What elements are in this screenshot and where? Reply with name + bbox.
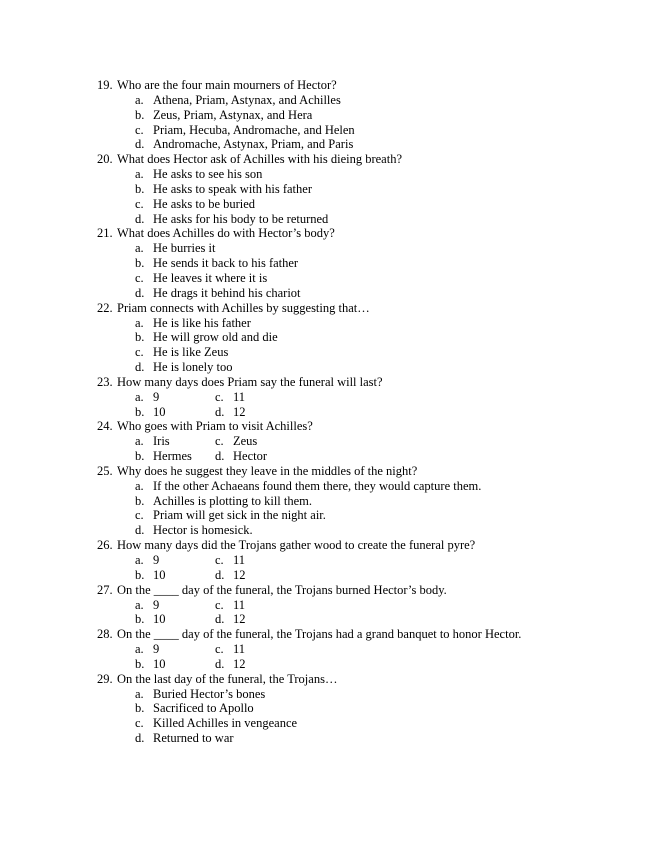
option-row <box>135 286 623 301</box>
question-line <box>97 627 623 642</box>
question-line <box>97 78 623 93</box>
question-line <box>97 226 623 241</box>
option-row <box>135 642 215 657</box>
option-letter: a. <box>135 553 144 567</box>
question-number: 19. <box>97 78 113 92</box>
option-row <box>215 568 246 583</box>
option-row <box>135 360 623 375</box>
option-letter: a. <box>135 686 144 701</box>
option-letter: d. <box>135 523 145 538</box>
option-row <box>135 316 623 331</box>
option-text: 12 <box>233 404 246 419</box>
option-letter: b. <box>135 701 145 716</box>
option-row <box>135 553 215 568</box>
question-number: 20. <box>97 152 113 167</box>
option-row <box>135 271 623 286</box>
question-line <box>97 152 623 167</box>
option-text: Buried Hector’s bones <box>153 686 266 701</box>
option-row <box>135 731 623 746</box>
question-line <box>97 301 623 316</box>
option-row <box>135 241 623 256</box>
option-text: Priam, Hecuba, Andromache, and Helen <box>153 122 355 137</box>
option-text: He is like Zeus <box>153 345 229 360</box>
option-text: Zeus, Priam, Astynax, and Hera <box>153 107 313 122</box>
option-letter: d. <box>215 449 225 464</box>
option-letter: a. <box>135 315 144 330</box>
option-row <box>135 167 623 182</box>
option-row <box>135 434 215 449</box>
option-list <box>135 598 623 628</box>
option-text: Athena, Priam, Astynax, and Achilles <box>153 92 341 107</box>
question-number: 29. <box>97 671 113 686</box>
question-number: 24. <box>97 419 113 434</box>
option-row <box>215 598 246 613</box>
question-line <box>97 672 623 687</box>
option-text: Killed Achilles in vengeance <box>153 716 298 731</box>
question-item <box>97 301 623 375</box>
question-text: How many days does Priam say the funeral will last? <box>117 374 383 389</box>
option-letter: d. <box>215 404 225 419</box>
question-number: 28. <box>97 627 113 642</box>
option-letter: d. <box>135 360 145 375</box>
question-line <box>97 464 623 479</box>
option-letter: b. <box>135 612 145 627</box>
option-row <box>135 701 623 716</box>
option-row <box>135 345 623 360</box>
option-row <box>215 449 267 464</box>
option-text: He burries it <box>153 241 216 256</box>
option-row <box>135 137 623 152</box>
option-letter: d. <box>215 612 225 627</box>
option-list <box>97 93 623 152</box>
option-letter: a. <box>135 434 144 449</box>
option-text: He drags it behind his chariot <box>153 285 301 300</box>
question-item <box>97 538 623 583</box>
option-letter: a. <box>135 241 144 256</box>
option-list <box>97 241 623 300</box>
option-letter: d. <box>135 211 145 226</box>
option-letter: a. <box>135 597 144 612</box>
option-list <box>135 553 623 583</box>
option-letter: d. <box>135 137 145 152</box>
option-text: He asks to be buried <box>153 196 256 211</box>
option-letter: b. <box>135 256 145 271</box>
option-text: Andromache, Astynax, Priam, and Paris <box>153 137 354 152</box>
option-row <box>135 568 215 583</box>
option-text: 10 <box>153 612 166 627</box>
option-text: 9 <box>153 642 160 657</box>
option-letter: b. <box>135 449 145 464</box>
option-row <box>135 523 623 538</box>
option-letter: b. <box>135 656 145 671</box>
option-text: He sends it back to his father <box>153 256 299 271</box>
option-letter: d. <box>215 567 225 582</box>
question-text: Who goes with Priam to visit Achilles? <box>117 419 313 434</box>
question-text: How many days did the Trojans gather wood to create the funeral pyre? <box>117 538 476 553</box>
option-text: Priam will get sick in the night air. <box>153 508 326 523</box>
option-row <box>135 405 215 420</box>
option-row <box>135 256 623 271</box>
option-row <box>135 598 215 613</box>
option-list <box>135 642 623 672</box>
question-line <box>97 583 623 598</box>
option-text: Hermes <box>153 449 192 464</box>
question-text: What does Hector ask of Achilles with his dieing breath? <box>117 152 402 167</box>
option-text: He asks for his body to be returned <box>153 211 329 226</box>
option-row <box>135 108 623 123</box>
question-item <box>97 419 623 464</box>
option-text: Sacrificed to Apollo <box>153 701 254 716</box>
option-text: 10 <box>153 656 166 671</box>
option-letter: b. <box>135 567 145 582</box>
option-text: He is like his father <box>153 315 251 330</box>
option-row <box>135 449 215 464</box>
option-letter: b. <box>135 330 145 345</box>
option-text: He is lonely too <box>153 360 233 375</box>
option-text: Hector is homesick. <box>153 523 253 538</box>
option-letter: b. <box>135 107 145 122</box>
question-item <box>97 464 623 538</box>
option-text: Iris <box>153 434 170 449</box>
option-row <box>215 657 246 672</box>
option-text: 11 <box>233 597 246 612</box>
option-letter: c. <box>215 597 224 612</box>
option-text: He leaves it where it is <box>153 270 268 285</box>
option-text: 11 <box>233 553 246 567</box>
option-text: 12 <box>233 612 246 627</box>
question-text: On the ____ day of the funeral, the Trojans had a grand banquet to honor Hector. <box>117 627 522 642</box>
question-item <box>97 583 623 628</box>
question-item <box>97 152 623 226</box>
option-row <box>135 390 215 405</box>
option-list <box>135 434 623 464</box>
question-text: What does Achilles do with Hector’s body? <box>117 226 335 241</box>
option-list <box>135 390 623 420</box>
question-line <box>97 375 623 390</box>
question-item <box>97 627 623 672</box>
question-number: 25. <box>97 463 113 478</box>
question-number: 23. <box>97 374 113 389</box>
option-text: 9 <box>153 553 160 567</box>
question-number: 21. <box>97 226 113 241</box>
option-letter: c. <box>215 642 224 657</box>
option-row <box>215 553 246 568</box>
option-text: 12 <box>233 567 246 582</box>
option-row <box>135 212 623 227</box>
option-letter: a. <box>135 478 144 493</box>
option-letter: d. <box>135 285 145 300</box>
option-text: He will grow old and die <box>153 330 278 345</box>
option-letter: a. <box>135 92 144 107</box>
question-item <box>97 78 623 152</box>
option-row <box>215 390 246 405</box>
option-row <box>215 612 246 627</box>
option-letter: c. <box>215 434 224 449</box>
option-letter: c. <box>215 389 224 404</box>
option-letter: c. <box>135 122 144 137</box>
option-letter: c. <box>215 553 224 567</box>
option-row <box>135 330 623 345</box>
option-text: Achilles is plotting to kill them. <box>153 493 313 508</box>
option-row <box>135 657 215 672</box>
option-text: 10 <box>153 404 166 419</box>
option-row <box>135 508 623 523</box>
question-line <box>97 538 623 553</box>
question-text: Why does he suggest they leave in the middles of the night? <box>117 463 418 478</box>
option-text: 11 <box>233 642 246 657</box>
option-letter: a. <box>135 389 144 404</box>
question-text: Who are the four main mourners of Hector? <box>117 78 337 92</box>
option-letter: b. <box>135 181 145 196</box>
question-item <box>97 226 623 300</box>
option-row <box>215 642 246 657</box>
option-row <box>215 405 246 420</box>
option-letter: c. <box>135 345 144 360</box>
option-row <box>135 197 623 212</box>
question-number: 26. <box>97 538 113 553</box>
option-list <box>97 316 623 375</box>
option-letter: c. <box>135 716 144 731</box>
question-item <box>97 375 623 420</box>
question-item <box>97 672 623 746</box>
option-text: 10 <box>153 567 166 582</box>
option-row <box>135 716 623 731</box>
option-letter: d. <box>135 731 145 746</box>
option-text: He asks to see his son <box>153 167 263 182</box>
option-letter: a. <box>135 167 144 182</box>
option-text: If the other Achaeans found them there, they would capture them. <box>153 478 482 493</box>
option-row <box>135 182 623 197</box>
option-text: Returned to war <box>153 731 234 746</box>
option-text: 11 <box>233 389 246 404</box>
option-list <box>97 479 623 538</box>
option-row <box>135 479 623 494</box>
question-number: 27. <box>97 582 113 597</box>
option-letter: d. <box>215 656 225 671</box>
option-text: 12 <box>233 656 246 671</box>
option-row <box>135 612 215 627</box>
option-letter: a. <box>135 642 144 657</box>
option-text: He asks to speak with his father <box>153 181 312 196</box>
option-text: Hector <box>233 449 268 464</box>
question-text: Priam connects with Achilles by suggesting that… <box>117 300 370 315</box>
option-row <box>135 687 623 702</box>
option-row <box>135 494 623 509</box>
option-letter: b. <box>135 493 145 508</box>
option-letter: c. <box>135 196 144 211</box>
option-letter: c. <box>135 270 144 285</box>
question-number: 22. <box>97 300 113 315</box>
option-list <box>97 687 623 746</box>
option-row <box>135 93 623 108</box>
option-text: 9 <box>153 389 160 404</box>
question-text: On the last day of the funeral, the Trojans… <box>117 671 338 686</box>
option-text: 9 <box>153 597 160 612</box>
option-row <box>135 123 623 138</box>
option-row <box>215 434 267 449</box>
option-text: Zeus <box>233 434 258 449</box>
option-letter: c. <box>135 508 144 523</box>
option-list <box>97 167 623 226</box>
question-line <box>97 419 623 434</box>
option-letter: b. <box>135 404 145 419</box>
question-text: On the ____ day of the funeral, the Trojans burned Hector’s body. <box>117 582 447 597</box>
